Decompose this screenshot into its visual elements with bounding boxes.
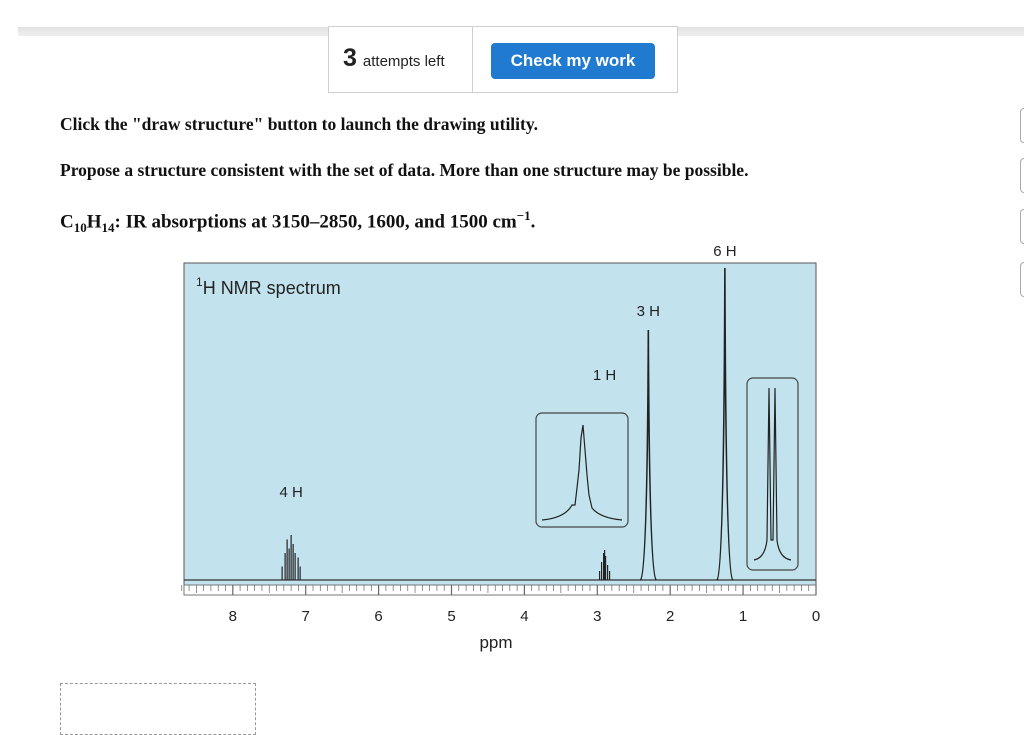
chart-title-text: H NMR spectrum: [202, 278, 341, 298]
peak-integration-label: 3 H: [636, 303, 661, 320]
instruction-propose: Propose a structure consistent with the set of data. More than one structure may be possible.: [60, 160, 749, 180]
formula-c-sub: 10: [73, 220, 87, 236]
tick-label: 2: [666, 608, 675, 625]
peak-integration-label: 4 H: [279, 484, 303, 501]
inset-6h-expansion: [747, 378, 798, 570]
peak-integration-label: 1 H: [592, 367, 617, 384]
chart-title: [196, 275, 341, 298]
tick-label: 3: [593, 608, 602, 625]
x-axis-label: ppm: [479, 633, 513, 652]
chart-title-sup: 1: [196, 275, 203, 289]
draw-structure-area[interactable]: [60, 683, 256, 735]
side-tool-button-3[interactable]: [1020, 209, 1024, 244]
tick-label: 8: [228, 608, 237, 625]
inset-1h-expansion: [536, 413, 628, 527]
ir-text: : IR absorptions at 3150–2850, 1600, and 1500 cm: [114, 211, 517, 233]
peak-integration-label: 6 H: [713, 243, 737, 260]
tick-label: 5: [447, 608, 456, 625]
tick-label: 7: [301, 608, 310, 625]
tick-label: 0: [811, 608, 821, 625]
ir-exponent: −1: [516, 208, 531, 223]
side-tool-button-1[interactable]: [1020, 108, 1024, 143]
tick-label: 4: [520, 608, 529, 625]
tick-label: 6: [374, 608, 383, 625]
period: .: [530, 211, 536, 233]
side-tool-button-4[interactable]: [1020, 262, 1024, 297]
formula-c: C: [60, 211, 74, 233]
instruction-draw: Click the "draw structure" button to launch the drawing utility.: [60, 114, 539, 134]
check-my-work-button[interactable]: Check my work: [491, 43, 655, 79]
attempts-label: attempts left: [362, 53, 445, 70]
formula-h-sub: 14: [101, 220, 115, 236]
attempts-count: 3: [343, 44, 357, 72]
formula-h: H: [86, 211, 102, 233]
tick-label: 1: [738, 608, 748, 625]
side-tool-button-2[interactable]: [1020, 158, 1024, 193]
